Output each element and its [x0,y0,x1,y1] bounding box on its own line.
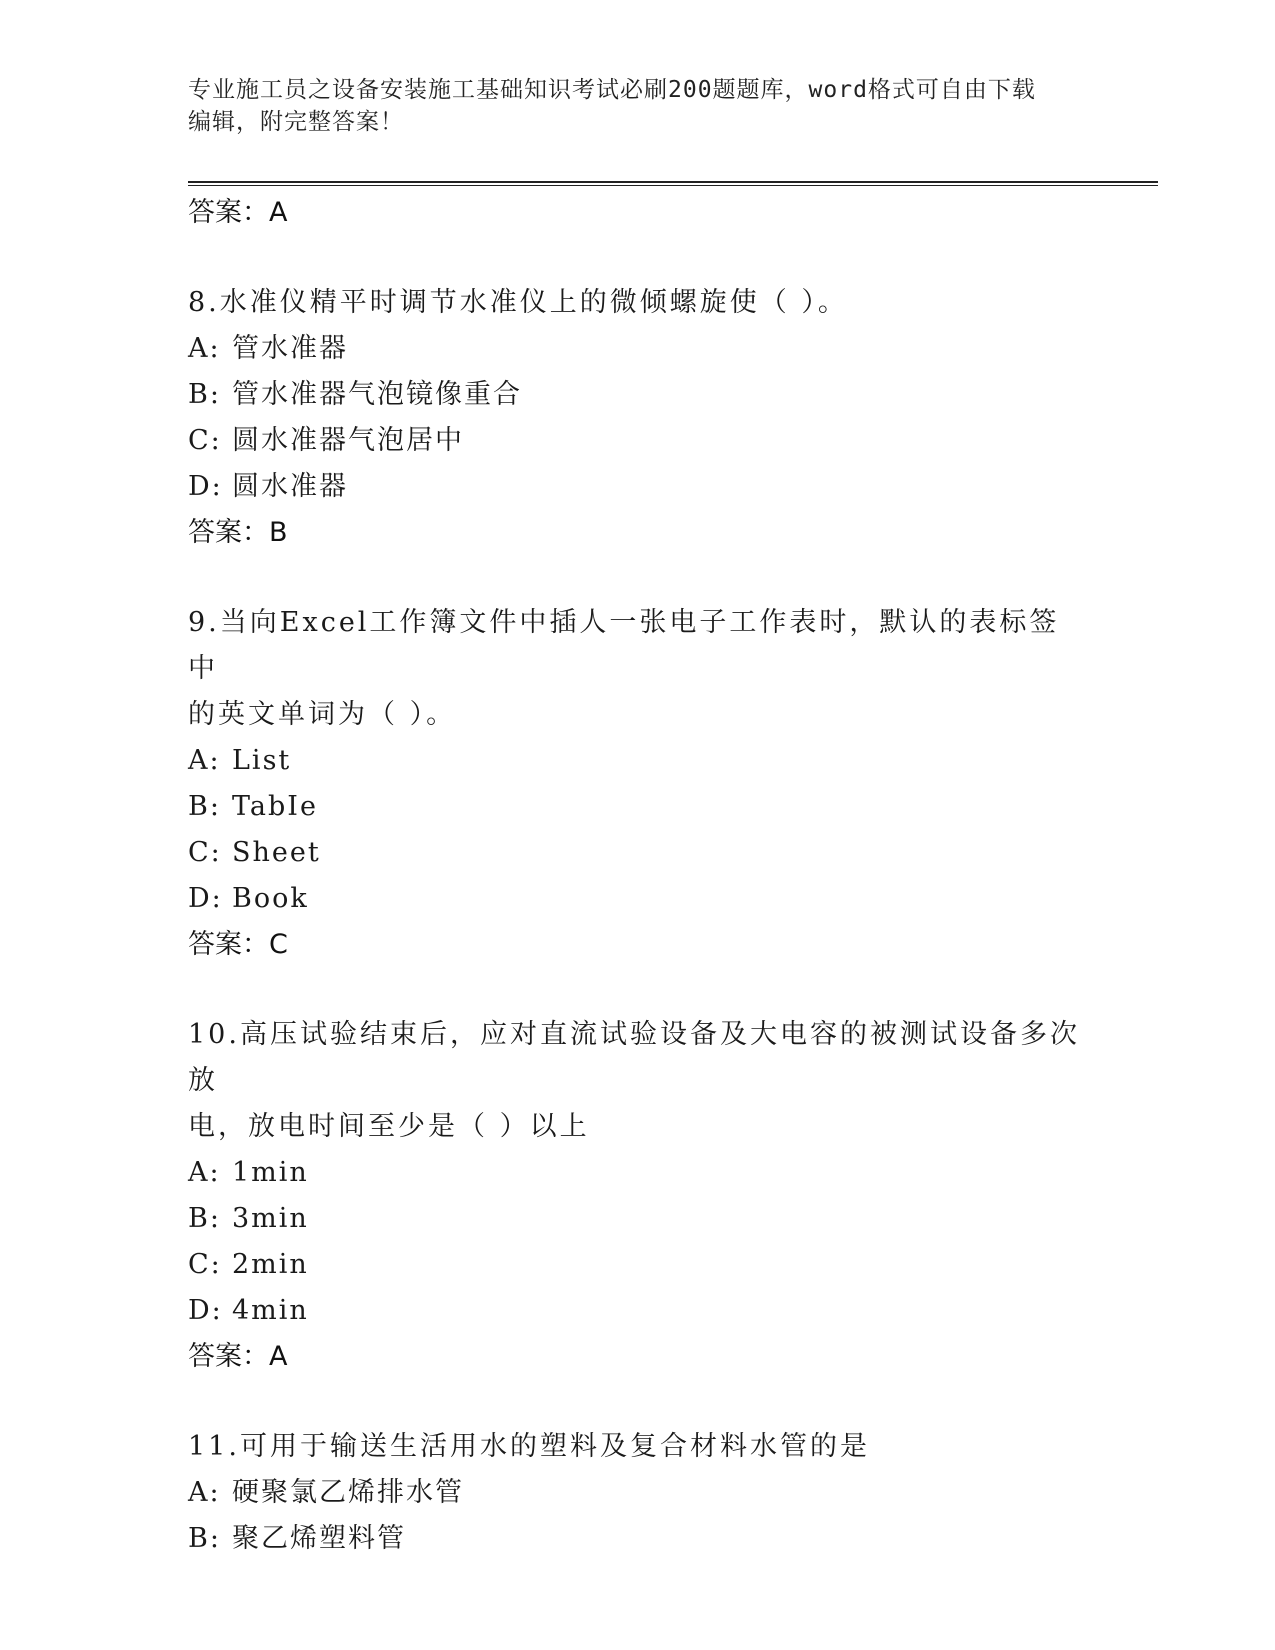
answer-label: 答案： [188,1341,269,1372]
option-text: 圆水准器气泡居中 [232,425,464,456]
option-key: C: [188,837,222,868]
answer-value: C [269,929,288,960]
option-c [188,1242,1088,1288]
previous-answer [188,190,1088,236]
option-text: List [232,745,292,776]
answer-value: B [269,517,288,548]
question-stem-line-1: 10.高压试验结束后，应对直流试验设备及大电容的被测试设备多次放 [188,1019,1080,1096]
option-key: D: [188,1295,223,1326]
option-a [188,1150,1088,1196]
question-stem: 8.水准仪精平时调节水准仪上的微倾螺旋使（ ）。 [188,287,848,318]
header-line-1: 专业施工员之设备安装施工基础知识考试必刷200题题库，word格式可自由下载 [188,77,1036,103]
option-key: B: [188,1523,221,1554]
option-text: 3min [232,1203,309,1234]
question-stem: 11.可用于输送生活用水的塑料及复合材料水管的是 [188,1431,870,1462]
header-line-2: 编辑，附完整答案！ [188,109,404,135]
option-d [188,1288,1088,1334]
option-b [188,1196,1088,1242]
answer-label: 答案： [188,197,269,228]
question-stem [188,1012,1088,1150]
header-divider-thin [188,185,1158,186]
option-text: 硬聚氯乙烯排水管 [232,1477,464,1508]
question-block-9 [188,600,1088,968]
option-key: C: [188,425,222,456]
option-a [188,738,1088,784]
option-text: 圆水准器 [232,471,348,502]
document-header [188,74,1088,138]
answer-label: 答案： [188,929,269,960]
question-list [188,190,1088,1562]
option-text: TabIe [232,791,318,822]
option-a [188,1470,1088,1516]
option-c [188,418,1088,464]
option-c [188,830,1088,876]
question-block-10 [188,1012,1088,1380]
option-key: B: [188,379,221,410]
option-b [188,1516,1088,1562]
question-stem-line-2: 的英文单词为（ ）。 [188,699,457,730]
question-answer [188,922,1088,968]
option-text: Book [232,883,309,914]
question-answer [188,510,1088,556]
option-key: A: [188,1477,221,1508]
option-b [188,372,1088,418]
option-text: 4min [232,1295,309,1326]
question-answer [188,1334,1088,1380]
option-text: 1min [232,1157,309,1188]
question-stem-line-2: 电，放电时间至少是（ ）以上 [188,1111,590,1142]
question-stem-line-1: 9.当向Excel工作簿文件中插人一张电子工作表时，默认的表标签中 [188,607,1060,684]
option-key: B: [188,791,221,822]
answer-value: A [269,197,288,228]
option-b [188,784,1088,830]
option-d [188,876,1088,922]
option-key: B: [188,1203,221,1234]
option-text: Sheet [232,837,321,868]
option-key: D: [188,471,223,502]
question-block-11 [188,1424,1088,1562]
answer-label: 答案： [188,517,269,548]
option-key: A: [188,333,221,364]
option-d [188,464,1088,510]
option-text: 管水准器 [232,333,348,364]
option-text: 2min [232,1249,309,1280]
question-block-8 [188,280,1088,556]
option-text: 聚乙烯塑料管 [232,1523,406,1554]
option-key: D: [188,883,223,914]
header-divider-thick [188,181,1158,183]
answer-value: A [269,1341,288,1372]
question-stem [188,600,1088,738]
option-key: A: [188,745,221,776]
option-text: 管水准器气泡镜像重合 [232,379,522,410]
option-a [188,326,1088,372]
option-key: A: [188,1157,221,1188]
option-key: C: [188,1249,222,1280]
